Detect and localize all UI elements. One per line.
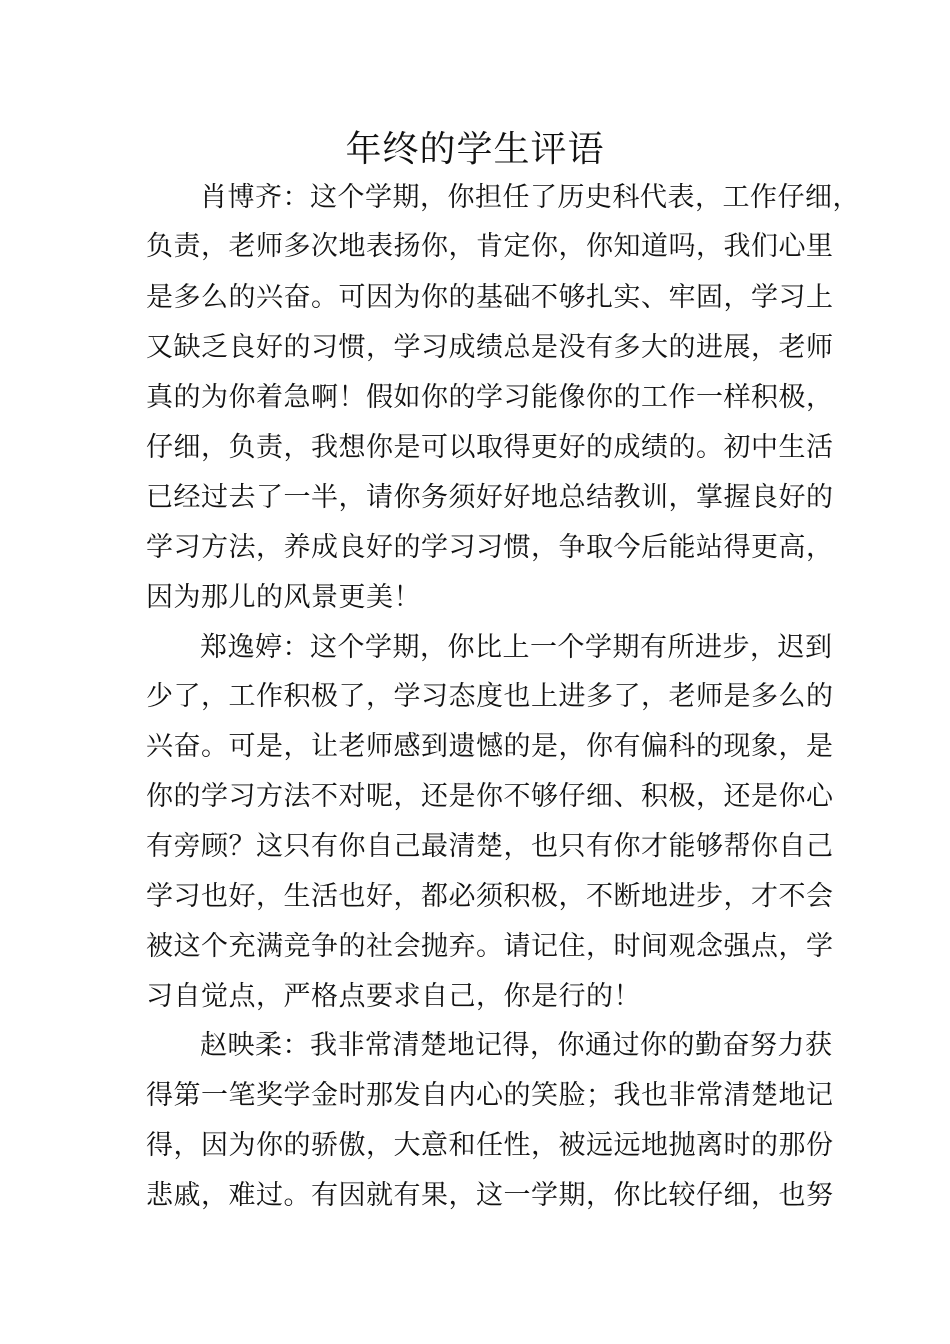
- paragraph-1-line-5: 真的为你着急啊！假如你的学习能像你的工作一样积极，: [146, 382, 834, 413]
- paragraph-1-line-4: 又缺乏良好的习惯，学习成绩总是没有多大的进展，老师: [146, 332, 834, 363]
- paragraph-3-line-4: 悲戚，难过。有因就有果，这一学期，你比较仔细，也努: [146, 1180, 834, 1211]
- document-title: 年终的学生评语: [345, 129, 605, 170]
- paragraph-1-line-8: 学习方法，养成良好的学习习惯，争取今后能站得更高，: [146, 532, 834, 563]
- paragraph-1-line-1: 肖博齐：这个学期，你担任了历史科代表，工作仔细，: [200, 182, 860, 213]
- paragraph-1-line-9: 因为那儿的风景更美！: [146, 582, 421, 613]
- paragraph-3-line-2: 得第一笔奖学金时那发自内心的笑脸；我也非常清楚地记: [146, 1080, 834, 1111]
- paragraph-2-line-7: 被这个充满竞争的社会抛弃。请记住，时间观念强点，学: [146, 931, 834, 962]
- paragraph-1-line-2: 负责，老师多次地表扬你，肯定你，你知道吗，我们心里: [146, 231, 834, 262]
- paragraph-2-line-2: 少了，工作积极了，学习态度也上进多了，老师是多么的: [146, 681, 834, 712]
- paragraph-1-line-3: 是多么的兴奋。可因为你的基础不够扎实、牢固，学习上: [146, 282, 834, 313]
- paragraph-2-line-8: 习自觉点，严格点要求自己，你是行的！: [146, 981, 641, 1012]
- paragraph-3-line-1: 赵映柔：我非常清楚地记得，你通过你的勤奋努力获: [200, 1030, 833, 1061]
- paragraph-2-line-5: 有旁顾？这只有你自己最清楚，也只有你才能够帮你自己: [146, 831, 834, 862]
- paragraph-2-line-4: 你的学习方法不对呢，还是你不够仔细、积极，还是你心: [146, 781, 834, 812]
- paragraph-2-line-6: 学习也好，生活也好，都必须积极，不断地进步，才不会: [146, 881, 834, 912]
- paragraph-2-line-3: 兴奋。可是，让老师感到遗憾的是，你有偏科的现象，是: [146, 731, 834, 762]
- paragraph-2-line-1: 郑逸婷：这个学期，你比上一个学期有所进步，迟到: [200, 632, 833, 663]
- paragraph-1-line-6: 仔细，负责，我想你是可以取得更好的成绩的。初中生活: [146, 432, 834, 463]
- paragraph-3-line-3: 得，因为你的骄傲，大意和任性，被远远地抛离时的那份: [146, 1130, 834, 1161]
- paragraph-1-line-7: 已经过去了一半，请你务须好好地总结教训，掌握良好的: [146, 482, 834, 513]
